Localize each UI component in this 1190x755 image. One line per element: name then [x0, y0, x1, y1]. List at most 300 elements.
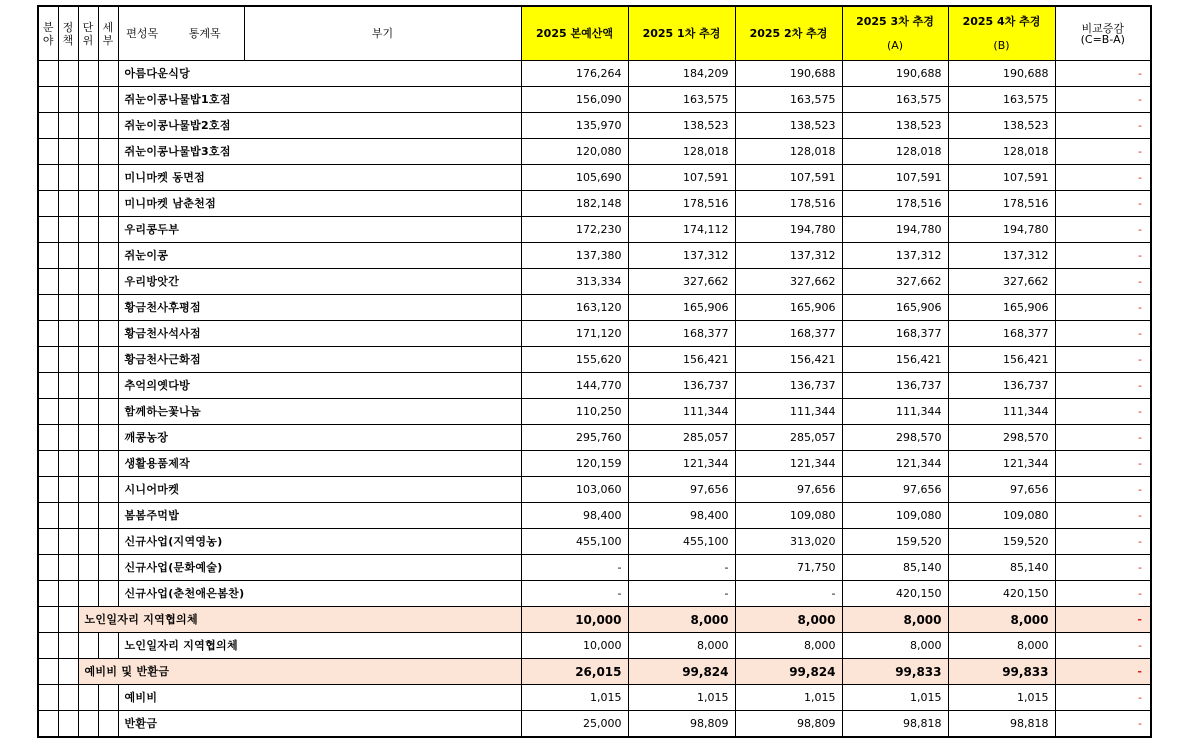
cell-danwi — [78, 217, 98, 243]
cell-budget-main: 10,000 — [521, 633, 628, 659]
cell-supp2: 163,575 — [735, 87, 842, 113]
cell-compare: - — [1055, 217, 1151, 243]
cell-supp3: 190,688 — [842, 61, 948, 87]
cell-label: 신규사업(문화예술) — [118, 555, 521, 581]
cell-danwi — [78, 347, 98, 373]
cell-danwi — [78, 555, 98, 581]
table-row — [38, 633, 1151, 659]
col-header-compare — [1055, 6, 1151, 61]
cell-compare: - — [1055, 399, 1151, 425]
table-row — [38, 191, 1151, 217]
cell-jeongchaek — [58, 425, 78, 451]
cell-compare: - — [1055, 633, 1151, 659]
cell-supp2: 121,344 — [735, 451, 842, 477]
cell-sebu — [98, 399, 118, 425]
cell-danwi — [78, 451, 98, 477]
cell-supp2: 99,824 — [735, 659, 842, 685]
cell-supp3: 138,523 — [842, 113, 948, 139]
cell-jeongchaek — [58, 373, 78, 399]
cell-budget-main: - — [521, 581, 628, 607]
cell-supp4: 107,591 — [948, 165, 1055, 191]
cell-compare: - — [1055, 269, 1151, 295]
cell-sebu — [98, 191, 118, 217]
supp3-tag: (A) — [886, 39, 904, 52]
cell-jeongchaek — [58, 295, 78, 321]
cell-bunya — [38, 711, 58, 738]
cell-supp1: 136,737 — [628, 373, 735, 399]
cell-danwi — [78, 139, 98, 165]
cell-supp3: 1,015 — [842, 685, 948, 711]
cell-supp4: 97,656 — [948, 477, 1055, 503]
cell-budget-main: 10,000 — [521, 607, 628, 633]
table-row — [38, 347, 1151, 373]
cell-danwi — [78, 685, 98, 711]
cell-supp2: 137,312 — [735, 243, 842, 269]
table-row — [38, 529, 1151, 555]
cell-supp4: 420,150 — [948, 581, 1055, 607]
cell-supp3: 194,780 — [842, 217, 948, 243]
cell-supp3: 298,570 — [842, 425, 948, 451]
cell-sebu — [98, 555, 118, 581]
cell-label: 쥐눈이콩나물밥2호점 — [118, 113, 521, 139]
cell-supp4: 128,018 — [948, 139, 1055, 165]
cell-supp2: 168,377 — [735, 321, 842, 347]
cell-supp1: 99,824 — [628, 659, 735, 685]
cell-supp3: 128,018 — [842, 139, 948, 165]
cell-budget-main: 120,080 — [521, 139, 628, 165]
col-header-supp2: 2025 2차 추경 — [735, 6, 842, 61]
cell-supp4: 156,421 — [948, 347, 1055, 373]
cell-budget-main: 176,264 — [521, 61, 628, 87]
cell-compare: - — [1055, 295, 1151, 321]
cell-jeongchaek — [58, 581, 78, 607]
cell-supp3: 8,000 — [842, 607, 948, 633]
table-row — [38, 217, 1151, 243]
cell-label: 황금천사후평점 — [118, 295, 521, 321]
cell-budget-main: 172,230 — [521, 217, 628, 243]
table-row — [38, 269, 1151, 295]
cell-bunya — [38, 347, 58, 373]
cell-supp2: 136,737 — [735, 373, 842, 399]
cell-supp1: 174,112 — [628, 217, 735, 243]
cell-supp2: 327,662 — [735, 269, 842, 295]
cell-compare: - — [1055, 87, 1151, 113]
cell-supp1: 455,100 — [628, 529, 735, 555]
cell-supp2: 194,780 — [735, 217, 842, 243]
cell-sebu — [98, 685, 118, 711]
summary-row-council — [38, 607, 1151, 633]
cell-bunya — [38, 113, 58, 139]
table-row — [38, 503, 1151, 529]
col-header-sebu: 세부 — [98, 6, 118, 61]
cell-sebu — [98, 451, 118, 477]
cell-supp1: 285,057 — [628, 425, 735, 451]
col-header-supp4 — [948, 6, 1055, 61]
cell-supp4: 121,344 — [948, 451, 1055, 477]
cell-budget-main: 110,250 — [521, 399, 628, 425]
cell-supp3: 165,906 — [842, 295, 948, 321]
table-row — [38, 243, 1151, 269]
table-row — [38, 581, 1151, 607]
cell-label: 황금천사석사점 — [118, 321, 521, 347]
cell-supp3: 159,520 — [842, 529, 948, 555]
cell-sebu — [98, 503, 118, 529]
cell-compare: - — [1055, 477, 1151, 503]
table-row — [38, 711, 1151, 738]
cell-budget-main: 120,159 — [521, 451, 628, 477]
col-header-pyeonseong: 편성목 — [118, 6, 166, 61]
cell-supp4: 298,570 — [948, 425, 1055, 451]
cell-supp3: 420,150 — [842, 581, 948, 607]
cell-compare: - — [1055, 191, 1151, 217]
cell-supp4: 8,000 — [948, 633, 1055, 659]
table-row — [38, 113, 1151, 139]
header-row — [38, 6, 1151, 61]
cell-supp1: - — [628, 555, 735, 581]
cell-jeongchaek — [58, 217, 78, 243]
cell-supp1: 1,015 — [628, 685, 735, 711]
cell-budget-main: 313,334 — [521, 269, 628, 295]
cell-sebu — [98, 477, 118, 503]
cell-compare: - — [1055, 685, 1151, 711]
cell-jeongchaek — [58, 139, 78, 165]
cell-jeongchaek — [58, 555, 78, 581]
cell-sebu — [98, 139, 118, 165]
cell-supp3: 98,818 — [842, 711, 948, 738]
cell-label: 쥐눈이콩나물밥3호점 — [118, 139, 521, 165]
cell-danwi — [78, 529, 98, 555]
cell-danwi — [78, 269, 98, 295]
cell-danwi — [78, 633, 98, 659]
cell-supp1: 138,523 — [628, 113, 735, 139]
cell-supp3: 168,377 — [842, 321, 948, 347]
cell-supp1: 8,000 — [628, 633, 735, 659]
cell-supp2: 8,000 — [735, 607, 842, 633]
budget-table — [37, 5, 1152, 738]
cell-label: 미니마켓 동면점 — [118, 165, 521, 191]
cell-danwi — [78, 165, 98, 191]
cell-supp3: 163,575 — [842, 87, 948, 113]
cell-supp3: 8,000 — [842, 633, 948, 659]
cell-supp4: 165,906 — [948, 295, 1055, 321]
cell-supp3: 327,662 — [842, 269, 948, 295]
cell-supp1: 121,344 — [628, 451, 735, 477]
cell-danwi — [78, 373, 98, 399]
cell-supp1: 97,656 — [628, 477, 735, 503]
cell-compare: - — [1055, 113, 1151, 139]
cell-jeongchaek — [58, 529, 78, 555]
cell-compare: - — [1055, 165, 1151, 191]
cell-supp4: 194,780 — [948, 217, 1055, 243]
cell-danwi — [78, 425, 98, 451]
cell-danwi — [78, 503, 98, 529]
cell-sebu — [98, 243, 118, 269]
cell-supp3: 178,516 — [842, 191, 948, 217]
cell-jeongchaek — [58, 113, 78, 139]
cell-supp1: - — [628, 581, 735, 607]
cell-label: 쥐눈이콩 — [118, 243, 521, 269]
cell-bunya — [38, 451, 58, 477]
cell-compare: - — [1055, 425, 1151, 451]
table-row — [38, 685, 1151, 711]
cell-supp4: 178,516 — [948, 191, 1055, 217]
cell-compare: - — [1055, 503, 1151, 529]
cell-label: 우리콩두부 — [118, 217, 521, 243]
cell-supp1: 156,421 — [628, 347, 735, 373]
cell-supp2: 128,018 — [735, 139, 842, 165]
cell-supp4: 168,377 — [948, 321, 1055, 347]
cell-compare: - — [1055, 139, 1151, 165]
cell-supp4: 99,833 — [948, 659, 1055, 685]
cell-bunya — [38, 373, 58, 399]
cell-danwi — [78, 477, 98, 503]
cell-sebu — [98, 165, 118, 191]
cell-supp2: 111,344 — [735, 399, 842, 425]
cell-label: 신규사업(춘천애은봄찬) — [118, 581, 521, 607]
cell-supp2: - — [735, 581, 842, 607]
cell-label: 노인일자리 지역협의체 — [118, 633, 521, 659]
cell-jeongchaek — [58, 685, 78, 711]
cell-danwi — [78, 399, 98, 425]
cell-compare: - — [1055, 61, 1151, 87]
cell-label: 황금천사근화점 — [118, 347, 521, 373]
cell-supp2: 107,591 — [735, 165, 842, 191]
cell-supp2: 1,015 — [735, 685, 842, 711]
cell-bunya — [38, 685, 58, 711]
cell-danwi — [78, 113, 98, 139]
cell-summary-label: 예비비 및 반환금 — [78, 659, 521, 685]
cell-bunya — [38, 659, 58, 685]
cell-label: 추억의옛다방 — [118, 373, 521, 399]
cell-jeongchaek — [58, 61, 78, 87]
cell-bunya — [38, 243, 58, 269]
col-header-tonggye: 통계목 — [166, 6, 244, 61]
table-row — [38, 477, 1151, 503]
cell-sebu — [98, 61, 118, 87]
cell-jeongchaek — [58, 399, 78, 425]
cell-bunya — [38, 191, 58, 217]
cell-supp3: 107,591 — [842, 165, 948, 191]
cell-bunya — [38, 529, 58, 555]
cell-budget-main: 98,400 — [521, 503, 628, 529]
cell-sebu — [98, 373, 118, 399]
cell-supp4: 1,015 — [948, 685, 1055, 711]
cell-jeongchaek — [58, 347, 78, 373]
cell-supp4: 159,520 — [948, 529, 1055, 555]
cell-label: 봄봄주먹밥 — [118, 503, 521, 529]
cell-budget-main: 26,015 — [521, 659, 628, 685]
cell-budget-main: 155,620 — [521, 347, 628, 373]
compare-title: 비교증감 — [1081, 21, 1124, 35]
cell-budget-main: 144,770 — [521, 373, 628, 399]
cell-sebu — [98, 711, 118, 738]
cell-supp2: 8,000 — [735, 633, 842, 659]
table-row — [38, 425, 1151, 451]
col-header-bugi: 부기 — [244, 6, 521, 61]
cell-label: 예비비 — [118, 685, 521, 711]
cell-label: 함께하는꽃나눔 — [118, 399, 521, 425]
cell-budget-main: 1,015 — [521, 685, 628, 711]
cell-supp1: 98,400 — [628, 503, 735, 529]
cell-supp4: 163,575 — [948, 87, 1055, 113]
cell-supp2: 156,421 — [735, 347, 842, 373]
table-row — [38, 321, 1151, 347]
compare-formula: (C=B-A) — [1080, 32, 1125, 46]
cell-danwi — [78, 243, 98, 269]
cell-supp3: 121,344 — [842, 451, 948, 477]
cell-compare: - — [1055, 347, 1151, 373]
cell-supp1: 137,312 — [628, 243, 735, 269]
cell-bunya — [38, 555, 58, 581]
summary-row-reserve — [38, 659, 1151, 685]
cell-danwi — [78, 711, 98, 738]
cell-supp2: 313,020 — [735, 529, 842, 555]
cell-jeongchaek — [58, 477, 78, 503]
cell-compare: - — [1055, 451, 1151, 477]
cell-sebu — [98, 347, 118, 373]
cell-bunya — [38, 217, 58, 243]
cell-compare: - — [1055, 243, 1151, 269]
cell-supp1: 327,662 — [628, 269, 735, 295]
cell-sebu — [98, 321, 118, 347]
cell-sebu — [98, 633, 118, 659]
cell-compare: - — [1055, 555, 1151, 581]
cell-jeongchaek — [58, 191, 78, 217]
cell-bunya — [38, 321, 58, 347]
cell-supp2: 190,688 — [735, 61, 842, 87]
cell-bunya — [38, 607, 58, 633]
cell-supp3: 99,833 — [842, 659, 948, 685]
cell-supp3: 97,656 — [842, 477, 948, 503]
cell-compare: - — [1055, 321, 1151, 347]
cell-supp1: 168,377 — [628, 321, 735, 347]
cell-label: 쥐눈이콩나물밥1호점 — [118, 87, 521, 113]
table-row — [38, 295, 1151, 321]
cell-jeongchaek — [58, 321, 78, 347]
cell-sebu — [98, 425, 118, 451]
table-row — [38, 399, 1151, 425]
cell-compare: - — [1055, 711, 1151, 738]
col-header-danwi: 단위 — [78, 6, 98, 61]
cell-supp3: 109,080 — [842, 503, 948, 529]
cell-label: 아름다운식당 — [118, 61, 521, 87]
cell-compare: - — [1055, 659, 1151, 685]
cell-danwi — [78, 87, 98, 113]
cell-supp1: 163,575 — [628, 87, 735, 113]
cell-supp4: 8,000 — [948, 607, 1055, 633]
cell-bunya — [38, 633, 58, 659]
cell-budget-main: 182,148 — [521, 191, 628, 217]
cell-jeongchaek — [58, 503, 78, 529]
cell-budget-main: 103,060 — [521, 477, 628, 503]
cell-supp2: 178,516 — [735, 191, 842, 217]
cell-budget-main: - — [521, 555, 628, 581]
col-header-jeongchaek: 정책 — [58, 6, 78, 61]
cell-bunya — [38, 399, 58, 425]
cell-jeongchaek — [58, 633, 78, 659]
cell-budget-main: 25,000 — [521, 711, 628, 738]
cell-jeongchaek — [58, 243, 78, 269]
cell-label: 미니마켓 남춘천점 — [118, 191, 521, 217]
cell-supp1: 184,209 — [628, 61, 735, 87]
cell-budget-main: 137,380 — [521, 243, 628, 269]
cell-summary-label: 노인일자리 지역협의체 — [78, 607, 521, 633]
cell-bunya — [38, 425, 58, 451]
cell-budget-main: 295,760 — [521, 425, 628, 451]
cell-supp1: 128,018 — [628, 139, 735, 165]
cell-supp3: 111,344 — [842, 399, 948, 425]
cell-danwi — [78, 191, 98, 217]
cell-jeongchaek — [58, 659, 78, 685]
cell-bunya — [38, 87, 58, 113]
cell-compare: - — [1055, 581, 1151, 607]
cell-budget-main: 105,690 — [521, 165, 628, 191]
cell-supp1: 8,000 — [628, 607, 735, 633]
cell-label: 우리방앗간 — [118, 269, 521, 295]
cell-supp3: 137,312 — [842, 243, 948, 269]
cell-supp3: 136,737 — [842, 373, 948, 399]
cell-supp4: 111,344 — [948, 399, 1055, 425]
cell-supp4: 98,818 — [948, 711, 1055, 738]
table-row — [38, 87, 1151, 113]
cell-jeongchaek — [58, 165, 78, 191]
cell-jeongchaek — [58, 711, 78, 738]
cell-supp4: 190,688 — [948, 61, 1055, 87]
supp4-tag: (B) — [993, 39, 1010, 52]
col-header-budget-main: 2025 본예산액 — [521, 6, 628, 61]
cell-sebu — [98, 87, 118, 113]
cell-sebu — [98, 113, 118, 139]
cell-supp2: 285,057 — [735, 425, 842, 451]
cell-label: 생활용품제작 — [118, 451, 521, 477]
cell-danwi — [78, 295, 98, 321]
cell-supp3: 85,140 — [842, 555, 948, 581]
cell-bunya — [38, 503, 58, 529]
cell-budget-main: 156,090 — [521, 87, 628, 113]
cell-supp4: 85,140 — [948, 555, 1055, 581]
cell-jeongchaek — [58, 451, 78, 477]
cell-supp2: 138,523 — [735, 113, 842, 139]
cell-compare: - — [1055, 373, 1151, 399]
cell-bunya — [38, 295, 58, 321]
cell-danwi — [78, 321, 98, 347]
cell-supp2: 109,080 — [735, 503, 842, 529]
cell-bunya — [38, 61, 58, 87]
cell-label: 반환금 — [118, 711, 521, 738]
cell-budget-main: 163,120 — [521, 295, 628, 321]
cell-supp2: 97,656 — [735, 477, 842, 503]
cell-sebu — [98, 529, 118, 555]
cell-jeongchaek — [58, 269, 78, 295]
cell-jeongchaek — [58, 87, 78, 113]
table-row — [38, 61, 1151, 87]
cell-supp4: 136,737 — [948, 373, 1055, 399]
cell-supp2: 71,750 — [735, 555, 842, 581]
col-header-supp1: 2025 1차 추경 — [628, 6, 735, 61]
cell-supp1: 165,906 — [628, 295, 735, 321]
supp4-title: 2025 4차 추경 — [962, 15, 1041, 28]
table-row — [38, 451, 1151, 477]
col-header-supp3 — [842, 6, 948, 61]
cell-supp1: 178,516 — [628, 191, 735, 217]
cell-label: 신규사업(지역영농) — [118, 529, 521, 555]
cell-budget-main: 455,100 — [521, 529, 628, 555]
cell-bunya — [38, 139, 58, 165]
cell-bunya — [38, 477, 58, 503]
supp3-title: 2025 3차 추경 — [856, 15, 934, 28]
cell-sebu — [98, 295, 118, 321]
cell-danwi — [78, 581, 98, 607]
